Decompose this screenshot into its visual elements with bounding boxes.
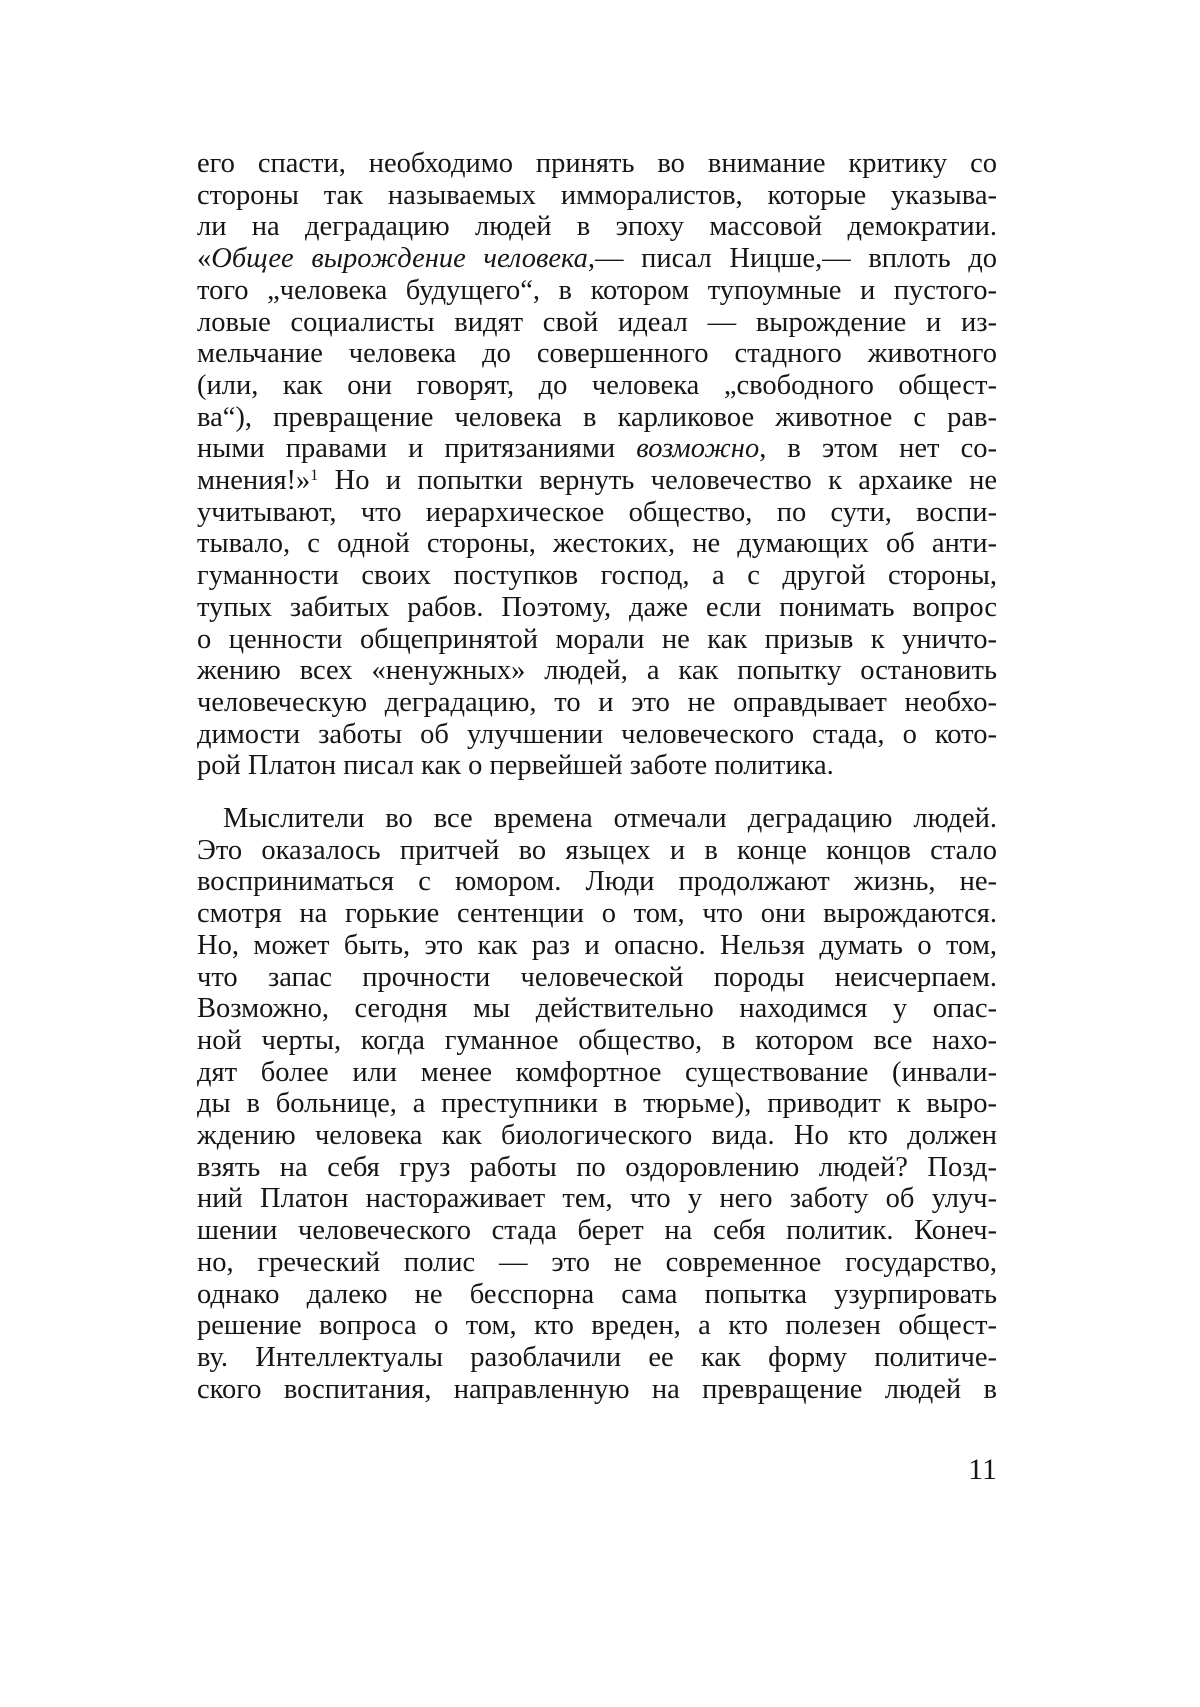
- text-line: ний Платон настораживает тем, что у него заботу об улуч-: [197, 1183, 997, 1215]
- text-line: ной черты, когда гуманное общество, в котором все нахо-: [197, 1024, 997, 1056]
- text-line: ли на деградацию людей в эпоху массовой демократии.: [197, 211, 997, 243]
- text-line: восприниматься с юмором. Люди продолжают жизнь, не-: [197, 866, 997, 898]
- text-line: дят более или менее комфортное существование (инвали-: [197, 1056, 997, 1088]
- text-line: ды в больнице, а преступники в тюрьме), приводит к выро-: [197, 1088, 997, 1120]
- text-span: «: [197, 243, 212, 275]
- text-line: Возможно, сегодня мы действительно находимся у опас-: [197, 993, 997, 1025]
- text-line: тывало, с одной стороны, жестоких, не думающих об анти-: [197, 528, 997, 560]
- text-line: стороны так называемых имморалистов, которые указыва-: [197, 179, 997, 211]
- text-line: учитывают, что иерархическое общество, по сути, воспи-: [197, 496, 997, 528]
- text-line: что запас прочности человеческой породы неисчерпаем.: [197, 961, 997, 993]
- text-line: однако далеко не бесспорна сама попытка узурпировать: [197, 1278, 997, 1310]
- text-line: решение вопроса о том, кто вреден, а кто полезен общест-: [197, 1310, 997, 1342]
- text-span: ,— писал Ницше,— вплоть до: [587, 243, 997, 275]
- text-line: ждению человека как биологического вида. Но кто должен: [197, 1120, 997, 1152]
- text-line: Но, может быть, это как раз и опасно. Нельзя думать о том,: [197, 929, 997, 961]
- text-line: взять на себя груз работы по оздоровлению людей? Позд-: [197, 1151, 997, 1183]
- page-number: 11: [968, 1453, 997, 1486]
- italic-text: возможно: [636, 433, 760, 465]
- text-line: гуманности своих поступков господ, а с другой стороны,: [197, 560, 997, 592]
- text-line: (или, как они говорят, до человека „свободного общест-: [197, 369, 997, 401]
- text-span: Но и попытки вернуть человечество к архаике не: [318, 465, 997, 497]
- text-line: димости заботы об улучшении человеческого стада, о кото-: [197, 718, 997, 750]
- text-line: [197, 433, 997, 465]
- text-line: смотря на горькие сентенции о том, что они вырождаются.: [197, 898, 997, 930]
- text-span: мнения!»: [197, 465, 311, 497]
- text-line: Мыслители во все времена отмечали деградацию людей.: [223, 803, 997, 834]
- text-line: о ценности общепринятой морали не как призыв к уничто-: [197, 623, 997, 655]
- text-line: шении человеческого стада берет на себя политик. Конеч-: [197, 1215, 997, 1247]
- text-line: тупых забитых рабов. Поэтому, даже если понимать вопрос: [197, 591, 997, 623]
- text-line: его спасти, необходимо принять во внимание критику со: [197, 148, 997, 179]
- italic-text: Общее вырождение человека: [211, 243, 588, 275]
- text-line: Это оказалось притчей во языцех и в конце концов стало: [197, 834, 997, 866]
- text-span: , в этом нет со-: [759, 433, 997, 465]
- text-span: ными правами и притязаниями: [197, 433, 637, 465]
- paragraph-1: [197, 148, 997, 782]
- text-line: но, греческий полис — это не современное государство,: [197, 1246, 997, 1278]
- text-line: человеческую деградацию, то и это не оправдывает необхо-: [197, 686, 997, 718]
- text-line: [197, 243, 997, 275]
- text-line: ву. Интеллектуалы разоблачили ее как форму политиче-: [197, 1341, 997, 1373]
- text-line: [197, 465, 997, 497]
- text-line: ва“), превращение человека в карликовое животное с рав-: [197, 401, 997, 433]
- text-line: ловые социалисты видят свой идеал — вырождение и из-: [197, 306, 997, 338]
- footnote-marker: 1: [310, 467, 319, 485]
- text-line: жению всех «ненужных» людей, а как попытку остановить: [197, 655, 997, 687]
- text-line: мельчание человека до совершенного стадного животного: [197, 338, 997, 370]
- text-line: того „человека будущего“, в котором тупоумные и пустого-: [197, 274, 997, 306]
- text-line: ского воспитания, направленную на превращение людей в: [197, 1373, 997, 1405]
- text-line: рой Платон писал как о первейшей заботе политика.: [197, 750, 834, 782]
- paragraph-2: [197, 803, 997, 1405]
